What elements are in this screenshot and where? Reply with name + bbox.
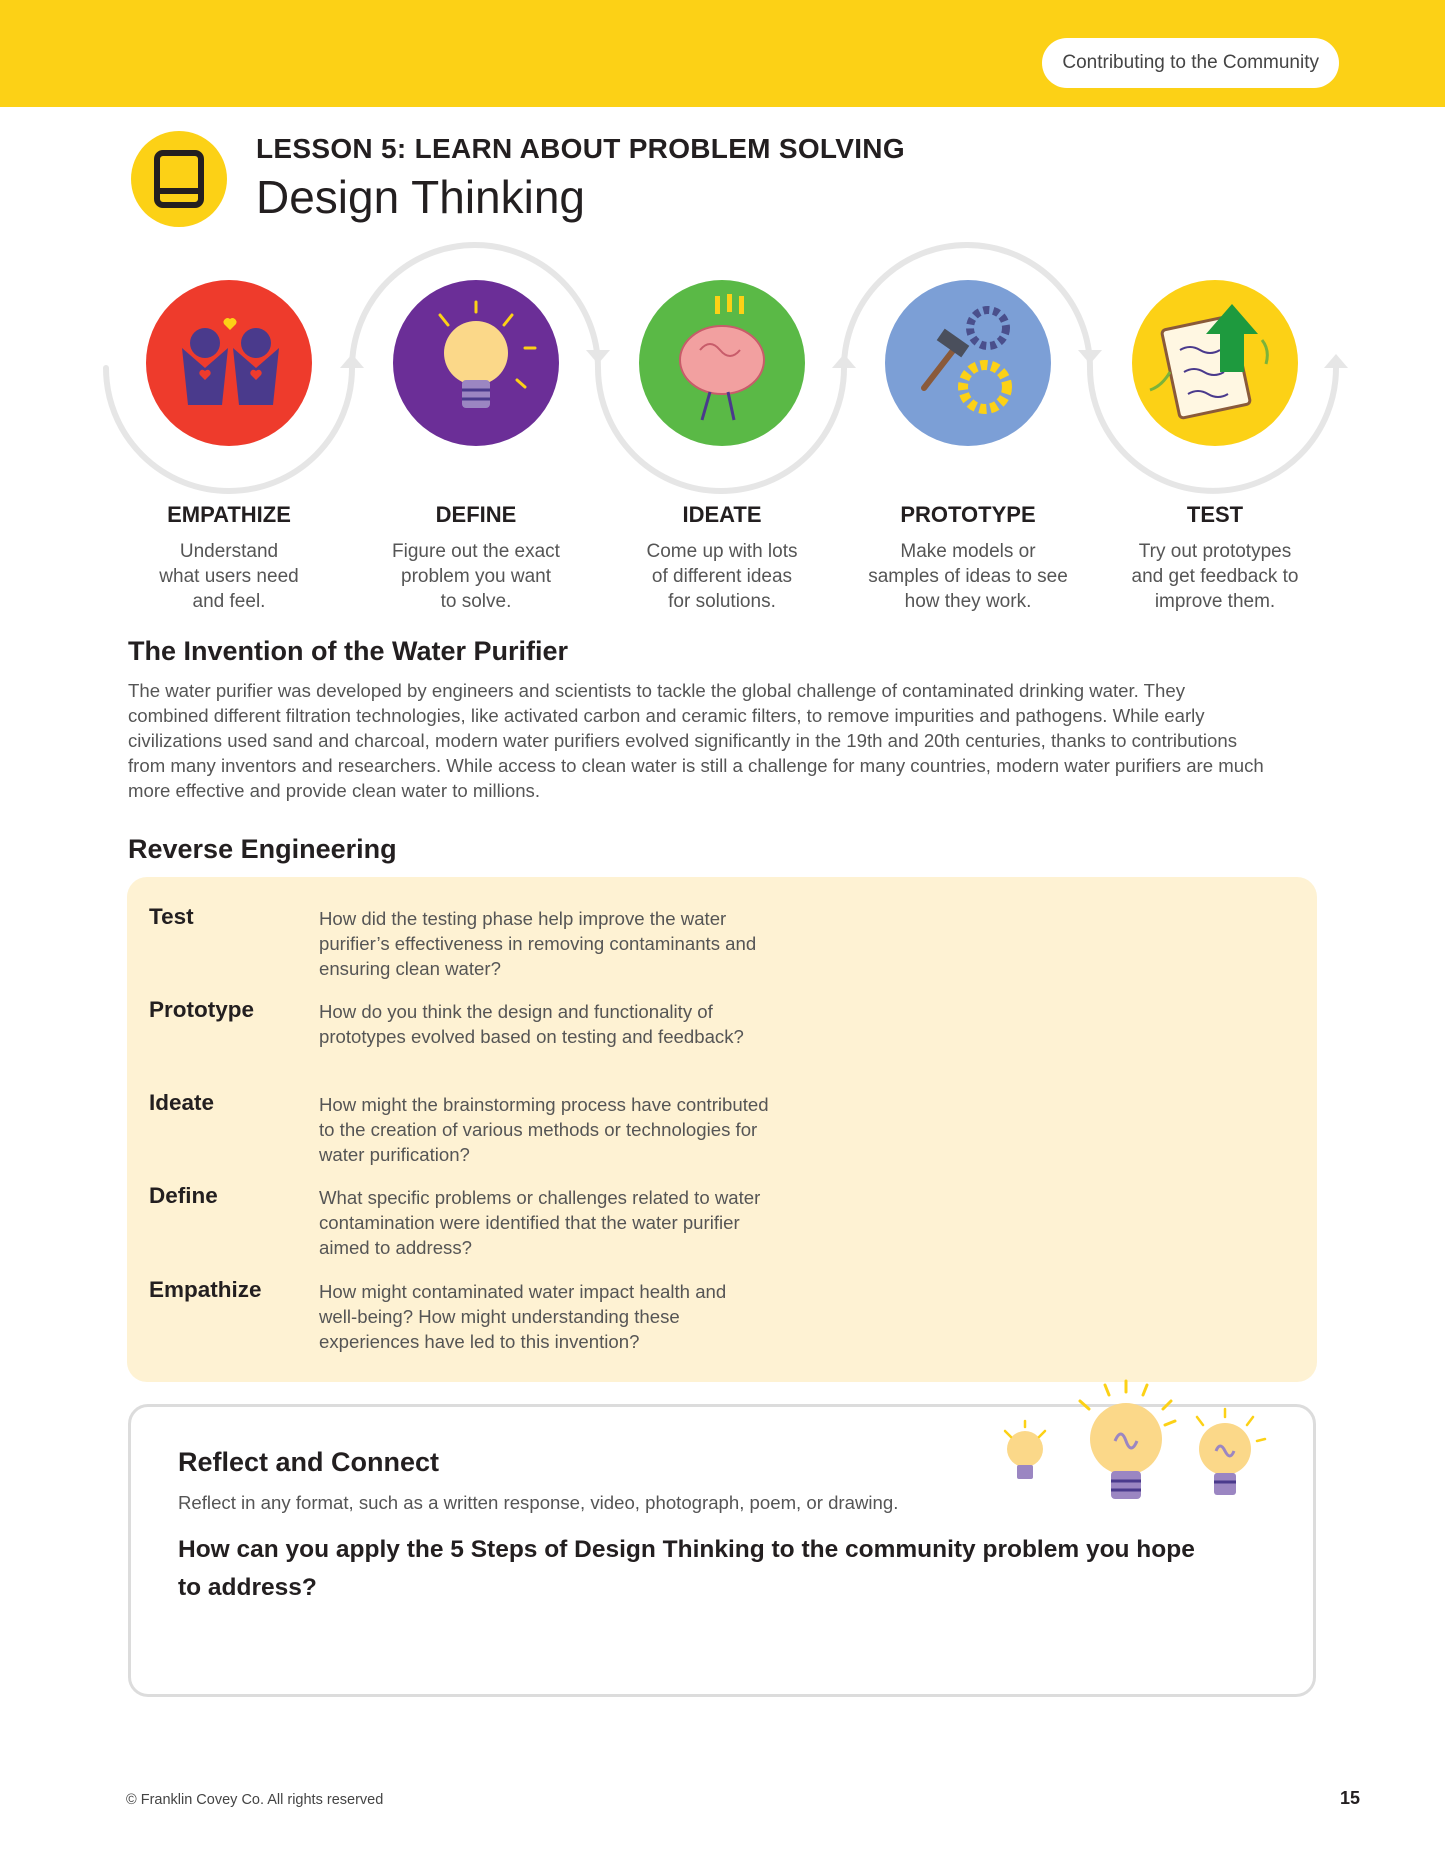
step-label: DEFINE xyxy=(435,502,517,527)
lesson-kicker: LESSON 5: LEARN ABOUT PROBLEM SOLVING xyxy=(256,133,905,164)
step-test xyxy=(1100,497,1330,614)
test-circle xyxy=(1132,280,1298,446)
define-circle xyxy=(393,280,559,446)
row-question: How did the testing phase help improve the water purifier’s effectiveness in removing contaminants and ensuring clean water? xyxy=(319,908,757,979)
row-label: Prototype xyxy=(149,997,255,1022)
reverse-engineering-table xyxy=(127,877,1317,1382)
row-label: Ideate xyxy=(149,1090,215,1115)
page-title: Design Thinking xyxy=(256,171,586,223)
row-question: How might contaminated water impact health and well-being? How might understanding these experiences have led to this invention? xyxy=(319,1281,727,1352)
row-question: How do you think the design and functionality of prototypes evolved based on testing and feedback? xyxy=(319,1001,744,1047)
page-number: 15 xyxy=(1340,1788,1361,1808)
step-define xyxy=(361,497,591,614)
invention-heading: The Invention of the Water Purifier xyxy=(128,636,569,666)
row-question: How might the brainstorming process have contributed to the creation of various methods or technologies for water purification? xyxy=(319,1094,769,1165)
row-label: Empathize xyxy=(149,1277,262,1302)
lightbulbs-icon xyxy=(985,1379,1285,1524)
reflect-subtitle: Reflect in any format, such as a written response, video, photograph, poem, or drawing. xyxy=(178,1492,899,1513)
reflect-title: Reflect and Connect xyxy=(178,1447,440,1477)
step-label: IDEATE xyxy=(682,502,762,527)
section-pill: Contributing to the Community xyxy=(1042,38,1339,88)
step-empathize xyxy=(114,497,344,614)
row-label: Define xyxy=(149,1183,218,1208)
invention-paragraph: The water purifier was developed by engineers and scientists to tackle the global challenge of contaminated drinking water. They combined different filtration technologies, like activated carbon and ceramic filters, to remove impurities and pathogens. While early civilizations used sand and charcoal, modern water purifiers evolved significantly in the 19th and 20th centuries, thanks to contributions from many inventors and researchers. While access to clean water is still a challenge for many countries, modern water purifiers are much more effective and provide clean water to millions. xyxy=(128,680,1264,801)
step-description: Make models or samples of ideas to see how they work. xyxy=(868,541,1068,612)
step-description: Try out prototypes and get feedback to improve them. xyxy=(1131,541,1299,612)
step-prototype xyxy=(853,497,1083,614)
empathize-circle xyxy=(146,280,312,446)
step-label: PROTOTYPE xyxy=(900,502,1036,527)
ideate-circle xyxy=(639,280,805,446)
reflect-question: How can you apply the 5 Steps of Design Thinking to the community problem you hope to address? xyxy=(178,1536,1195,1601)
step-label: EMPATHIZE xyxy=(167,502,291,527)
row-question: What specific problems or challenges related to water contamination were identified that the water purifier aimed to address? xyxy=(319,1187,761,1258)
reverse-engineering-heading: Reverse Engineering xyxy=(128,834,397,864)
reflect-box[interactable] xyxy=(128,1404,1316,1697)
step-description: Figure out the exact problem you want to solve. xyxy=(392,541,560,612)
header-bar xyxy=(0,0,1445,107)
step-ideate xyxy=(607,497,837,614)
step-description: Come up with lots of different ideas for solutions. xyxy=(646,541,798,612)
copyright: © Franklin Covey Co. All rights reserved xyxy=(126,1792,384,1808)
prototype-circle xyxy=(885,280,1051,446)
step-label: TEST xyxy=(1186,502,1244,527)
row-label: Test xyxy=(149,904,194,929)
design-thinking-cycle xyxy=(0,230,1445,495)
book-icon xyxy=(131,131,227,227)
step-description: Understand what users need and feel. xyxy=(159,541,299,612)
